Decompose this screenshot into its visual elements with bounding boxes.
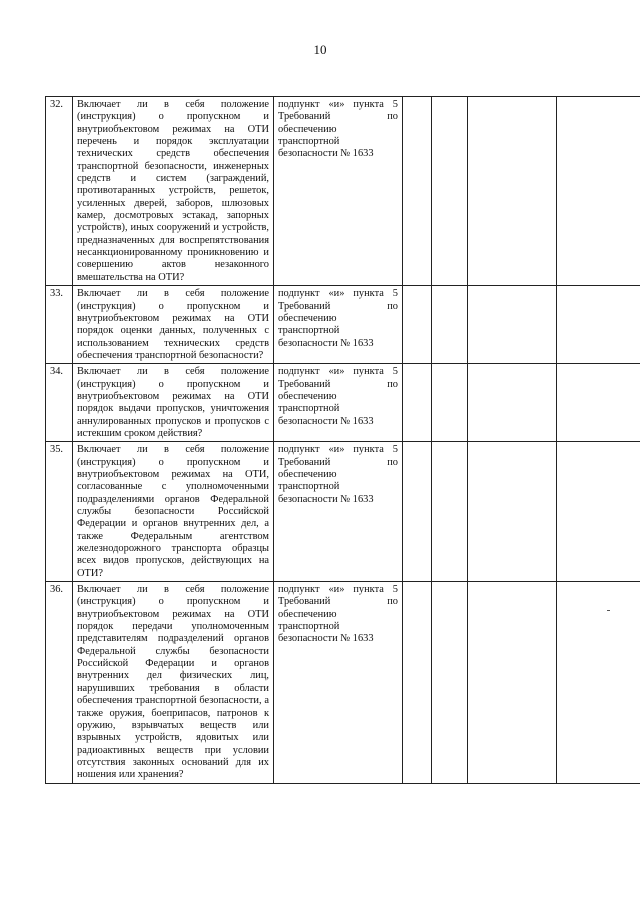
- row-number: 32.: [46, 97, 73, 286]
- answer-cell-yes[interactable]: [403, 97, 432, 286]
- answer-cell-yes[interactable]: [403, 286, 432, 364]
- table-row: [46, 582, 640, 784]
- answer-cell-yes[interactable]: [403, 582, 432, 784]
- row-number: 36.: [46, 582, 73, 784]
- answer-cell-no[interactable]: [432, 97, 468, 286]
- question-text: Включает ли в себя положение (инструкция) о пропускном и внутриобъектовом режимах на ОТИ, согласованные с уполномоченными подразделениями органов Федеральной службы безопасности Российской Федерации и органов внутренних дел, а также Федеральным агентством железнодорожного транспорта образцы всех видов пропусков, действующих на ОТИ?: [73, 442, 274, 582]
- question-text: Включает ли в себя положение (инструкция) о пропускном и внутриобъектовом режимах на ОТИ перечень и порядок эксплуатации технических средств обеспечения транспортной безопасности, инженерных средств и систем (заграждений, противотаранных устройств, решеток, усиленных дверей, заборов, шлюзовых камер, досмотровых эстакад, запорных устройств), иных сооружений и устройств, предназначенных для воспрепятствования несанкционированному проникновению и совершению актов незаконного вмешательства на ОТИ?: [73, 97, 274, 286]
- notes-cell[interactable]: [557, 364, 640, 442]
- answer-cell-not-applicable[interactable]: [468, 582, 557, 784]
- row-number: 34.: [46, 364, 73, 442]
- legal-basis: подпункт «и» пункта 5 Требований по обеспечению транспортной безопасности № 1633: [274, 286, 403, 364]
- table-row: [46, 442, 640, 582]
- answer-cell-not-applicable[interactable]: [468, 364, 557, 442]
- notes-cell[interactable]: [557, 582, 640, 784]
- answer-cell-no[interactable]: [432, 364, 468, 442]
- answer-cell-no[interactable]: [432, 286, 468, 364]
- answer-cell-not-applicable[interactable]: [468, 286, 557, 364]
- answer-cell-no[interactable]: [432, 582, 468, 784]
- notes-cell[interactable]: [557, 286, 640, 364]
- answer-cell-yes[interactable]: [403, 364, 432, 442]
- question-text: Включает ли в себя положение (инструкция) о пропускном и внутриобъектовом режимах на ОТИ порядок оценки данных, полученных с использованием технических средств обеспечения транспортной безопасности?: [73, 286, 274, 364]
- legal-basis: подпункт «и» пункта 5 Требований по обеспечению транспортной безопасности № 1633: [274, 364, 403, 442]
- question-text: Включает ли в себя положение (инструкция) о пропускном и внутриобъектовом режимах на ОТИ порядок передачи уполномоченным представителям подразделений органов Федеральной службы безопасности Российской Федерации и органов внутренних дел физических лиц, нарушивших требования в области обеспечения транспортной безопасности, а также оружия, боеприпасов, патронов к оружию, взрывчатых веществ или взрывных устройств, ядовитых или радиоактивных веществ при условии отсутствия законных оснований для их ношения или хранения?: [73, 582, 274, 784]
- table-row: [46, 286, 640, 364]
- checklist-table: [45, 96, 640, 784]
- row-number: 33.: [46, 286, 73, 364]
- table-row: [46, 364, 640, 442]
- notes-cell[interactable]: [557, 97, 640, 286]
- row-number: 35.: [46, 442, 73, 582]
- answer-cell-no[interactable]: [432, 442, 468, 582]
- question-text: Включает ли в себя положение (инструкция) о пропускном и внутриобъектовом режимах на ОТИ порядок выдачи пропусков, уничтожения аннулированных пропусков и пропусков с истекшим сроком действия?: [73, 364, 274, 442]
- answer-cell-yes[interactable]: [403, 442, 432, 582]
- page-number: 10: [313, 42, 327, 57]
- legal-basis: подпункт «и» пункта 5 Требований по обеспечению транспортной безопасности № 1633: [274, 582, 403, 784]
- notes-cell[interactable]: [557, 442, 640, 582]
- table-row: [46, 97, 640, 286]
- legal-basis: подпункт «и» пункта 5 Требований по обеспечению транспортной безопасности № 1633: [274, 97, 403, 286]
- legal-basis: подпункт «и» пункта 5 Требований по обеспечению транспортной безопасности № 1633: [274, 442, 403, 582]
- answer-cell-not-applicable[interactable]: [468, 97, 557, 286]
- answer-cell-not-applicable[interactable]: [468, 442, 557, 582]
- scan-mark: [607, 610, 610, 611]
